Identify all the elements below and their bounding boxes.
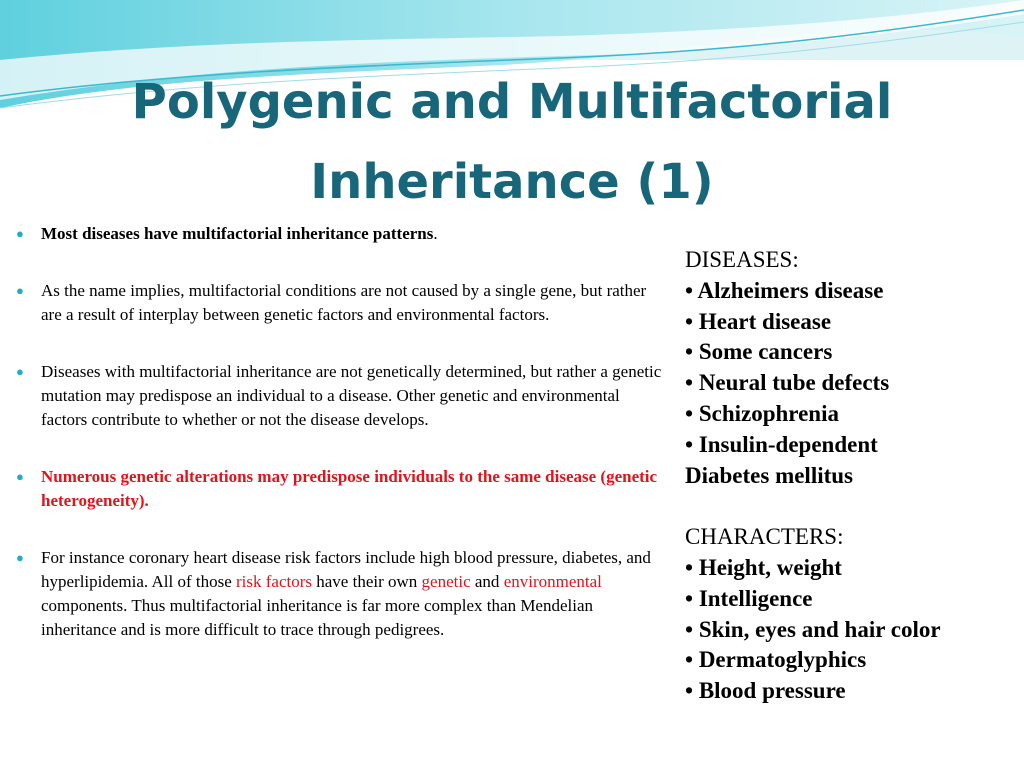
- spacer: [685, 491, 1015, 522]
- list-item: ● Numerous genetic alterations may predispose individuals to the same disease (genetic heterogeneity).: [16, 467, 658, 510]
- right-column: [685, 245, 1015, 707]
- character-item: • Height, weight: [685, 554, 842, 580]
- disease-item: • Some cancers: [685, 339, 833, 365]
- slide-title-line-1: Polygenic and Multifactorial: [131, 74, 893, 130]
- character-item: • Dermatoglyphics: [685, 647, 867, 673]
- list-item: ● As the name implies, multifactorial conditions are not caused by a single gene, but rather are a result of interplay between genetic factors and environmental factors.: [16, 281, 647, 324]
- character-item: • Blood pressure: [685, 678, 846, 704]
- left-bullet-list: [16, 222, 664, 675]
- character-item: • Intelligence: [685, 585, 813, 611]
- bullet-icon: ●: [16, 550, 24, 565]
- list-item: ● Most diseases have multifactorial inheritance patterns.: [16, 222, 664, 246]
- character-item: • Skin, eyes and hair color: [685, 616, 941, 642]
- disease-item: • Heart disease: [685, 308, 832, 334]
- disease-item-continuation: Diabetes mellitus: [685, 462, 854, 488]
- characters-heading: CHARACTERS:: [685, 524, 844, 550]
- bullet-icon: ●: [16, 364, 24, 379]
- disease-item: • Insulin-dependent: [685, 431, 878, 457]
- disease-item: • Neural tube defects: [685, 370, 890, 396]
- bullet-icon: ●: [16, 283, 24, 298]
- disease-item: • Schizophrenia: [685, 400, 839, 426]
- diseases-heading: DISEASES:: [685, 247, 799, 272]
- slide-title: [40, 62, 984, 222]
- bullet-icon: ●: [16, 226, 24, 241]
- bullet-icon: ●: [16, 469, 24, 484]
- disease-item: • Alzheimers disease: [685, 277, 884, 303]
- list-item: ● For instance coronary heart disease risk factors include high blood pressure, diabetes, and hyperlipidemia. All of those risk factors have their own genetic and environmental components. Thus multifactorial inheritance is far more complex than Mendelian inheritance and is more difficult to trace through pedigrees.: [16, 548, 651, 639]
- slide-title-line-2: Inheritance (1): [310, 154, 714, 210]
- list-item: ● Diseases with multifactorial inheritance are not genetically determined, but rather a genetic mutation may predispose an individual to a disease. Other genetic and environmental factors contribute to whether or not the disease develops.: [16, 362, 662, 429]
